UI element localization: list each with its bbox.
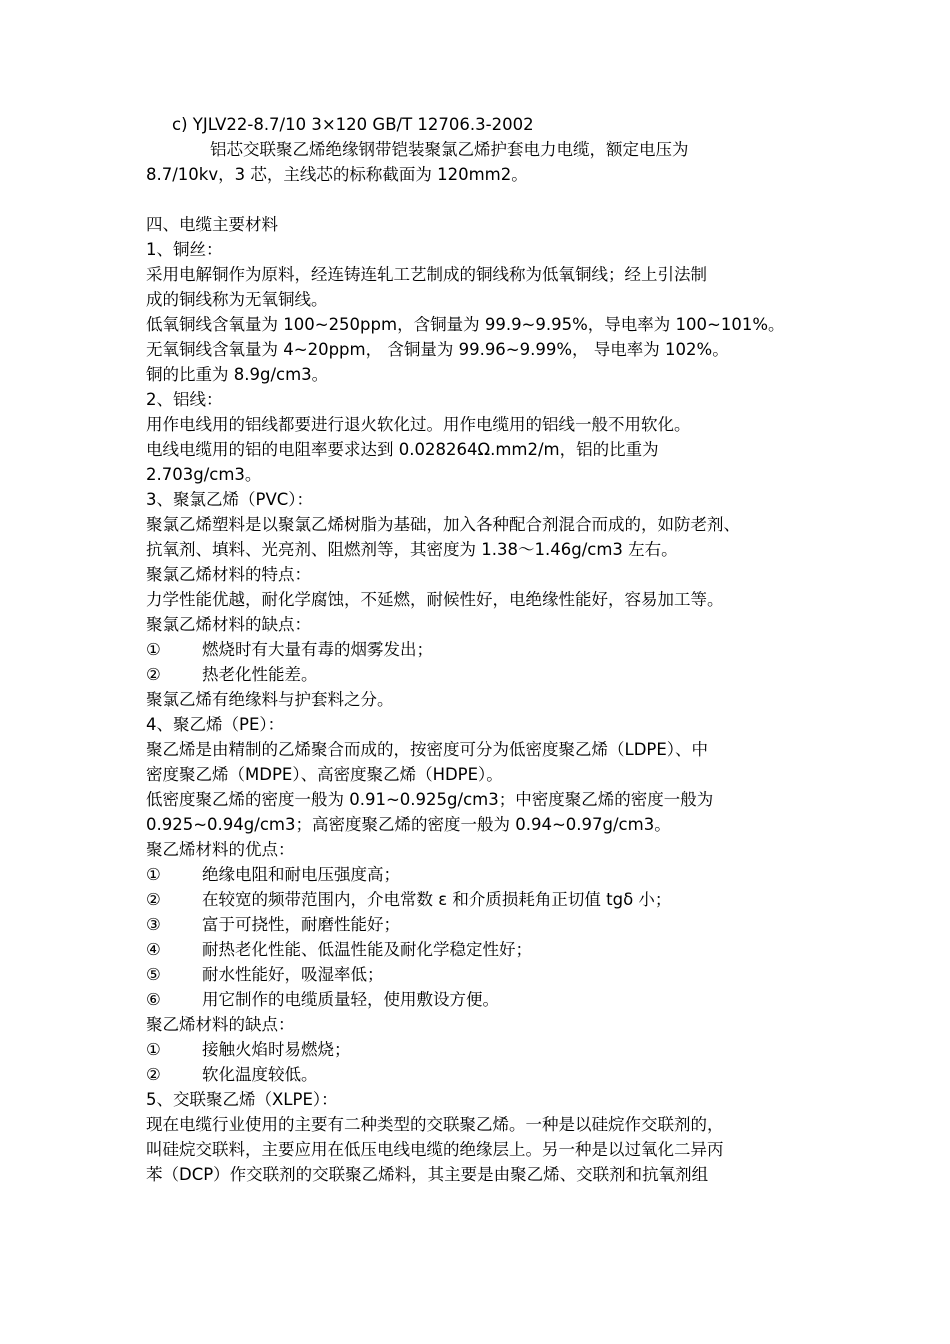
list-item bbox=[146, 662, 826, 687]
text-line: 现在电缆行业使用的主要有二种类型的交联聚乙烯。一种是以硅烷作交联剂的， bbox=[146, 1115, 724, 1134]
text-line: 铝芯交联聚乙烯绝缘钢带铠装聚氯乙烯护套电力电缆，额定电压为 bbox=[210, 140, 689, 159]
list-marker: ⑥ bbox=[146, 990, 161, 1009]
text-line: 力学性能优越，耐化学腐蚀，不延燃，耐候性好，电绝缘性能好，容易加工等。 bbox=[146, 590, 724, 609]
list-item-text: 热老化性能差。 bbox=[202, 665, 318, 684]
text-line: 5、交联聚乙烯（XLPE）： bbox=[146, 1090, 338, 1109]
text-line: 电线电缆用的铝的电阻率要求达到 0.028264Ω.mm2/m，铝的比重为 bbox=[146, 440, 659, 459]
list-marker: ② bbox=[146, 665, 161, 684]
list-item bbox=[146, 962, 826, 987]
list-item-text: 在较宽的频带范围内，介电常数 ε 和介质损耗角正切值 tgδ 小； bbox=[202, 890, 672, 909]
text-line: 苯（DCP）作交联剂的交联聚乙烯料，其主要是由聚乙烯、交联剂和抗氧剂组 bbox=[146, 1165, 709, 1184]
text-line: c) YJLV22-8.7/10 3×120 GB/T 12706.3-2002 bbox=[172, 115, 534, 134]
text-line: 2、铝线： bbox=[146, 390, 223, 409]
text-line: 用作电线用的铝线都要进行退火软化过。用作电缆用的铝线一般不用软化。 bbox=[146, 415, 691, 434]
blank-line bbox=[146, 187, 826, 212]
list-item bbox=[146, 937, 826, 962]
text-line: 聚乙烯材料的缺点： bbox=[146, 1015, 295, 1034]
text-line: 铜的比重为 8.9g/cm3。 bbox=[146, 365, 329, 384]
text-line: 聚氯乙烯材料的缺点： bbox=[146, 615, 311, 634]
text-line: 低氧铜线含氧量为 100~250ppm，含铜量为 99.9~9.95%，导电率为 100~101%。 bbox=[146, 315, 785, 334]
text-line: 低密度聚乙烯的密度一般为 0.91~0.925g/cm3；中密度聚乙烯的密度一般为 bbox=[146, 790, 714, 809]
list-marker: ② bbox=[146, 1065, 161, 1084]
document-body bbox=[146, 112, 826, 1187]
list-marker: ① bbox=[146, 1040, 161, 1059]
list-item bbox=[146, 912, 826, 937]
list-item bbox=[146, 987, 826, 1012]
text-line: 0.925~0.94g/cm3；高密度聚乙烯的密度一般为 0.94~0.97g/cm3。 bbox=[146, 815, 671, 834]
list-item bbox=[146, 637, 826, 662]
text-line: 聚氯乙烯材料的特点： bbox=[146, 565, 311, 584]
list-item-text: 耐水性能好，吸湿率低； bbox=[202, 965, 384, 984]
text-line: 密度聚乙烯（MDPE）、高密度聚乙烯（HDPE）。 bbox=[146, 765, 503, 784]
text-line: 四、电缆主要材料 bbox=[146, 215, 278, 234]
list-marker: ③ bbox=[146, 915, 161, 934]
list-item-text: 软化温度较低。 bbox=[202, 1065, 318, 1084]
list-item bbox=[146, 887, 826, 912]
text-line: 叫硅烷交联料，主要应用在低压电线电缆的绝缘层上。另一种是以过氧化二异丙 bbox=[146, 1140, 724, 1159]
text-line: 成的铜线称为无氧铜线。 bbox=[146, 290, 328, 309]
list-marker: ④ bbox=[146, 940, 161, 959]
text-line: 采用电解铜作为原料，经连铸连轧工艺制成的铜线称为低氧铜线；经上引法制 bbox=[146, 265, 707, 284]
text-line: 8.7/10kv，3 芯，主线芯的标称截面为 120mm2。 bbox=[146, 165, 528, 184]
text-line: 聚氯乙烯塑料是以聚氯乙烯树脂为基础，加入各种配合剂混合而成的，如防老剂、 bbox=[146, 515, 740, 534]
list-item bbox=[146, 1062, 826, 1087]
text-line: 1、铜丝： bbox=[146, 240, 223, 259]
list-item-text: 绝缘电阻和耐电压强度高； bbox=[202, 865, 400, 884]
list-item-text: 燃烧时有大量有毒的烟雾发出； bbox=[202, 640, 433, 659]
list-marker: ① bbox=[146, 865, 161, 884]
list-item-text: 富于可挠性，耐磨性能好； bbox=[202, 915, 400, 934]
text-line: 无氧铜线含氧量为 4~20ppm， 含铜量为 99.96~9.99%， 导电率为 102%。 bbox=[146, 340, 729, 359]
list-item bbox=[146, 862, 826, 887]
list-item-text: 用它制作的电缆质量轻，使用敷设方便。 bbox=[202, 990, 499, 1009]
list-item-text: 接触火焰时易燃烧； bbox=[202, 1040, 351, 1059]
text-line: 聚乙烯是由精制的乙烯聚合而成的，按密度可分为低密度聚乙烯（LDPE）、中 bbox=[146, 740, 709, 759]
list-item bbox=[146, 1037, 826, 1062]
text-line: 抗氧剂、填料、光亮剂、阻燃剂等，其密度为 1.38～1.46g/cm3 左右。 bbox=[146, 540, 678, 559]
list-item-text: 耐热老化性能、低温性能及耐化学稳定性好； bbox=[202, 940, 532, 959]
list-marker: ① bbox=[146, 640, 161, 659]
text-line: 聚氯乙烯有绝缘料与护套料之分。 bbox=[146, 690, 394, 709]
text-line: 2.703g/cm3。 bbox=[146, 465, 262, 484]
text-line: 4、聚乙烯（PE）： bbox=[146, 715, 285, 734]
list-marker: ⑤ bbox=[146, 965, 161, 984]
list-marker: ② bbox=[146, 890, 161, 909]
text-line: 3、聚氯乙烯（PVC）： bbox=[146, 490, 314, 509]
text-line: 聚乙烯材料的优点： bbox=[146, 840, 295, 859]
